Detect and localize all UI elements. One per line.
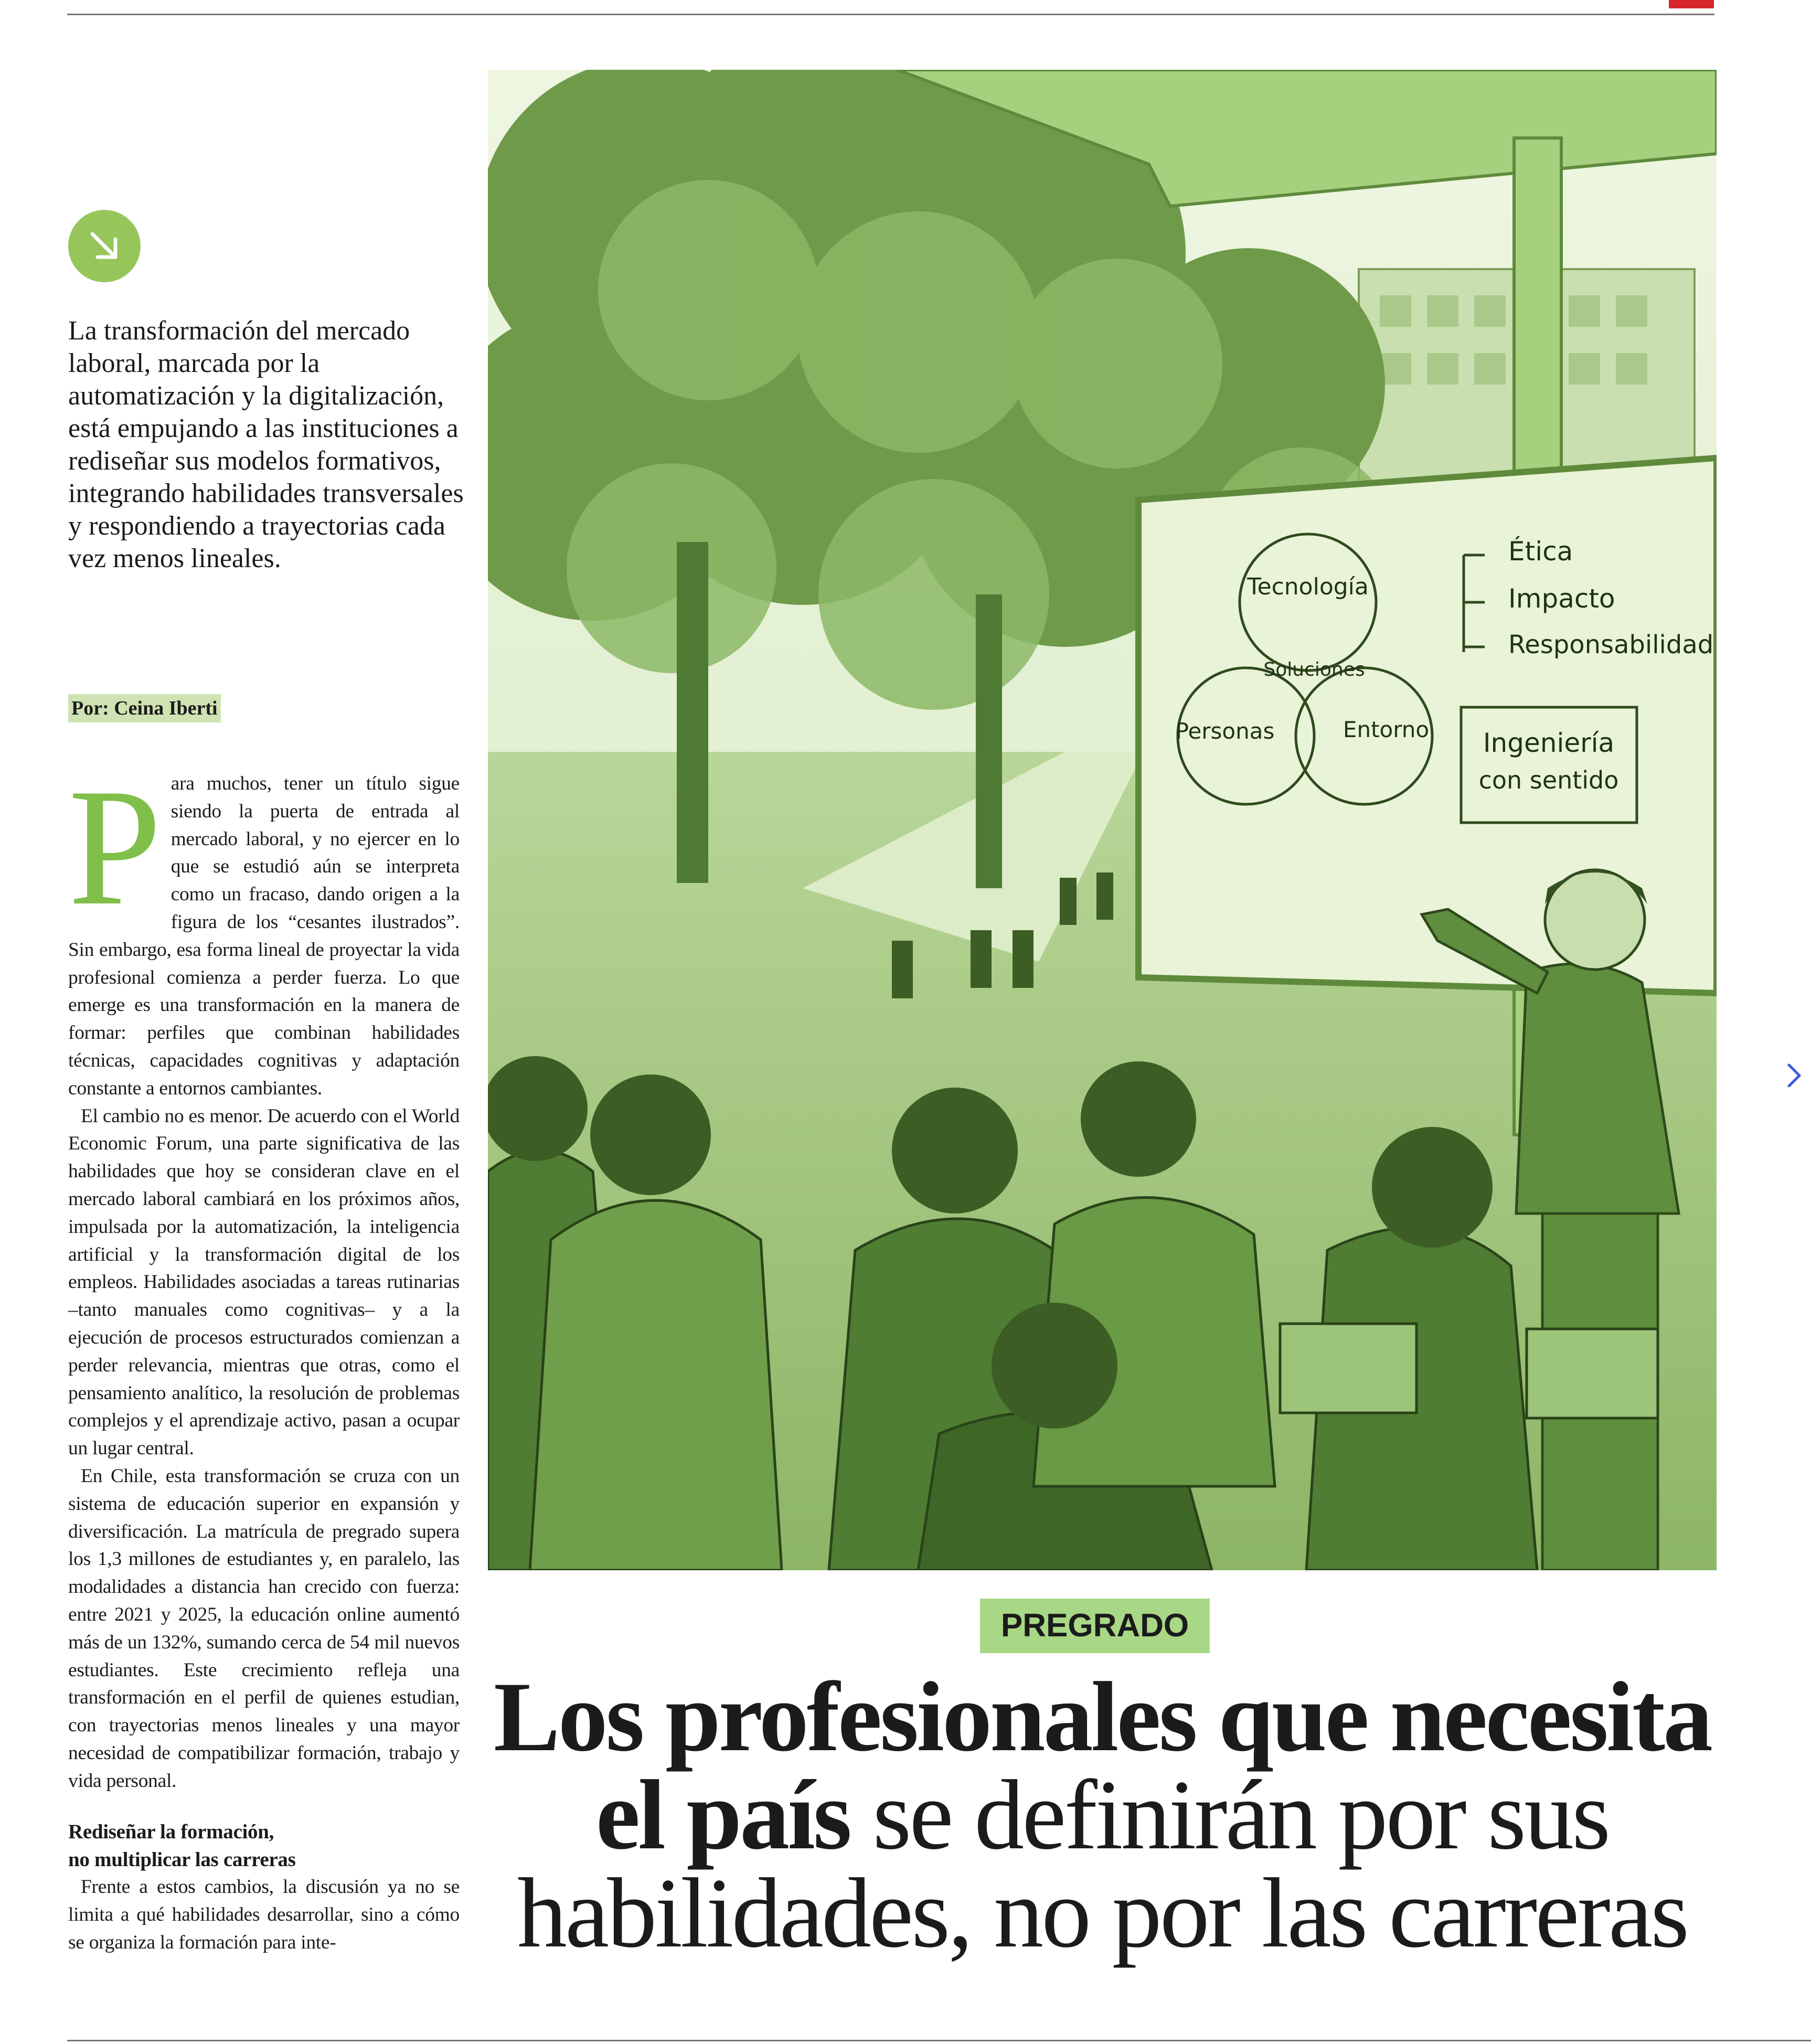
arrow-badge <box>68 210 141 282</box>
top-rule <box>67 14 1714 15</box>
whiteboard-label-entorno: Entorno <box>1343 717 1430 742</box>
lede: La transformación del mercado laboral, marcada por la automatización y la digitalización, está empujando a las instituciones a rediseñar sus modelos formativos, integrando habilidades transversales y respondiendo a trayectorias cada vez menos lineales. <box>68 316 464 573</box>
subheading-line-2: no multiplicar las carreras <box>68 1848 296 1871</box>
drop-cap: P <box>68 754 162 940</box>
headline-line-3: habilidades, no por las carreras <box>517 1858 1688 1968</box>
headline-line-2-rest: se definirán por sus <box>849 1760 1609 1870</box>
illustration-svg <box>488 70 1717 1570</box>
paragraph-1 <box>68 754 460 1103</box>
whiteboard-list-impacto: Impacto <box>1508 583 1615 614</box>
whiteboard-label-tecnologia: Tecnología <box>1247 573 1369 600</box>
page-marker <box>1669 0 1714 8</box>
arrow-down-right-icon <box>68 210 141 282</box>
headline <box>488 1662 1717 1968</box>
subheading-line-1: Rediseñar la formación, <box>68 1821 274 1844</box>
whiteboard-label-soluciones: Soluciones <box>1263 659 1365 680</box>
byline: Por: Ceina Iberti <box>68 694 221 722</box>
whiteboard-list-responsabilidad: Responsabilidad <box>1508 630 1714 659</box>
whiteboard-label-personas: Personas <box>1175 718 1275 744</box>
paragraph-4: Frente a estos cambios, la discusión ya no se limita a qué habilidades desarrollar, sino a cómo se organiza la formación para inte- <box>68 1876 460 1954</box>
paragraph-1-text: ara muchos, tener un título sigue siendo la puerta de entrada al mercado laboral, y no ejercer en lo que se estudió aún se interpreta como un fracaso, dando origen a la figura de los “cesantes ilustrados”. Sin embargo, esa forma lineal de proyectar la vida profesional comienza a perder fuerza. Lo que emerge es una transformación en la manera de formar: perfiles que combinan habilidades técnicas, capacidades cognitivas y adaptación constante a entornos cambiantes. <box>68 773 460 1099</box>
chevron-right-icon[interactable] <box>1784 1060 1805 1091</box>
subheading <box>68 1818 460 1873</box>
bottom-rule <box>67 2040 1811 2041</box>
section-tag: PREGRADO <box>980 1599 1210 1653</box>
whiteboard-list-etica: Ética <box>1508 536 1573 567</box>
headline-line-1: Los profesionales que necesita <box>493 1662 1711 1772</box>
paragraph-3: En Chile, esta transformación se cruza con un sistema de educación superior en expansión y diversificación. La matrícula de pregrado supera los 1,3 millones de estudiantes y, en paralelo, las modalidades a distancia han crecido con fuerza: entre 2021 y 2025, la educación online aumentó más de un 132%, sumando cerca de 54 mil nuevos estudiantes. Este crecimiento refleja una transformación en el perfil de quienes estudian, con trayectorias menos lineales y una mayor necesidad de compatibilizar formación, trabajo y vida personal. <box>68 1465 460 1792</box>
headline-line-2-bold: el país <box>595 1760 850 1870</box>
paragraph-2: El cambio no es menor. De acuerdo con el World Economic Forum, una parte significativa de las habilidades que hoy se consideran clave en el mercado laboral cambiará en los próximos años, impulsada por la automatización, la inteligencia artificial y la transformación digital de los empleos. Habilidades asociadas a tareas rutinarias –tanto manuales como cognitivas– y a la ejecución de procesos estructurados comienzan a perder relevancia, mientras que otras, como el pensamiento analítico, la resolución de problemas complejos y el aprendizaje activo, pasan a ocupar un lugar central. <box>68 1105 460 1460</box>
classroom-illustration <box>488 70 1717 1570</box>
article-body <box>68 754 460 1957</box>
whiteboard-box-line-1: Ingeniería <box>1483 728 1615 758</box>
whiteboard-box-line-2: con sentido <box>1478 766 1619 794</box>
